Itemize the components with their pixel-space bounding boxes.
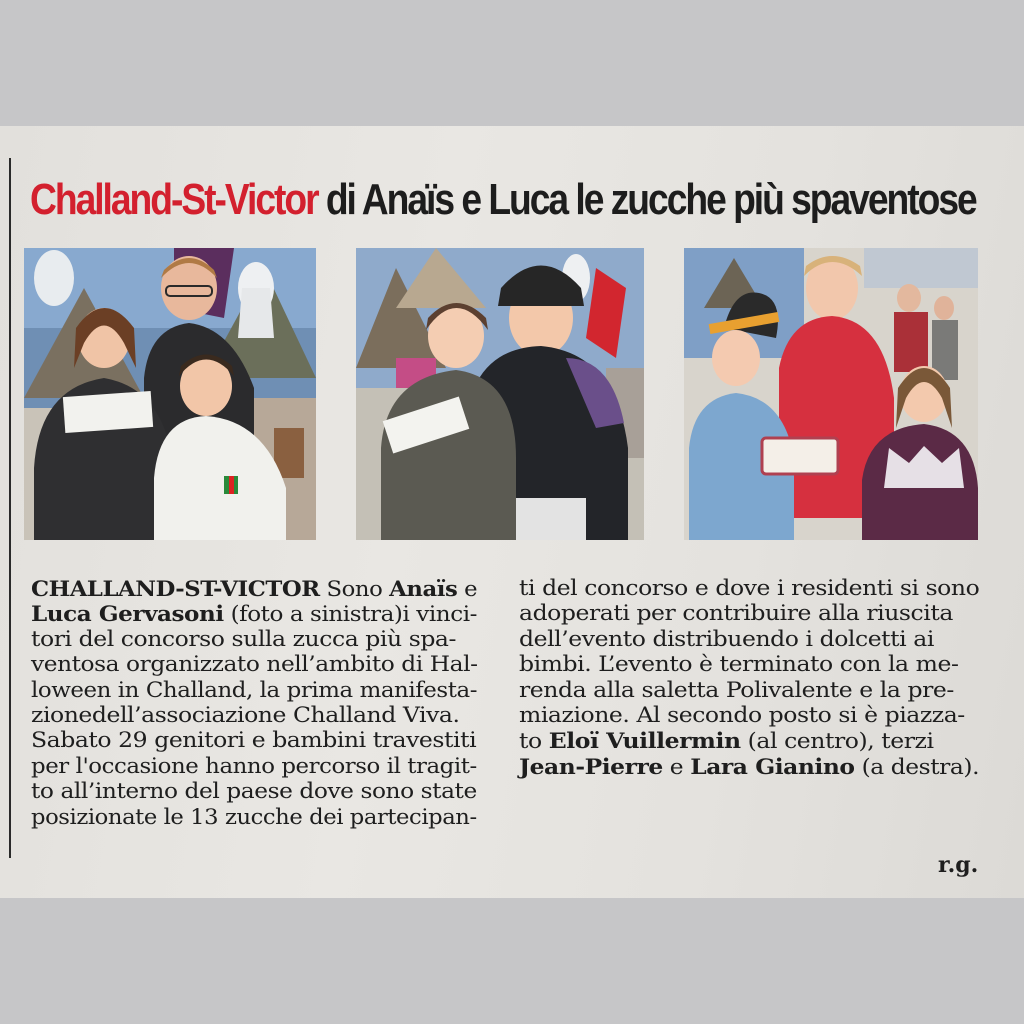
article-column-2: [519, 576, 980, 779]
headline-place: Challand-St-Victor: [30, 175, 318, 224]
text-span: (a destra).: [854, 754, 980, 779]
text-span: e: [457, 577, 478, 601]
author-signature: r.g.: [938, 852, 979, 878]
name-jean-pierre: Jean-Pierre: [519, 753, 663, 779]
photo-left-winners: [24, 248, 316, 540]
name-eloi: Eloï Vuillermin: [548, 728, 741, 754]
text-line: [519, 754, 979, 779]
headline-rest: di Anaïs e Luca le zucche più spaventose: [317, 175, 976, 224]
text-span: Sono: [319, 577, 390, 601]
text-line: loween in Challand, la prima manifesta-: [31, 677, 478, 702]
text-line: to all’interno del paese dove sono state: [31, 779, 477, 804]
photo-center-second-place: [356, 248, 644, 540]
article-column-1: [31, 576, 478, 830]
text-line: zionedell’associazione Challand Viva.: [31, 702, 460, 727]
photo-right-third-place: [684, 248, 978, 540]
name-anais: Anaïs: [389, 576, 458, 601]
text-line: ventosa organizzato nell’ambito di Hal-: [31, 652, 478, 677]
name-lara: Lara Gianino: [690, 753, 855, 779]
text-line: renda alla saletta Polivalente e la pre-: [519, 677, 954, 702]
text-span: e: [662, 754, 691, 779]
text-line: dell’evento distribuendo i dolcetti ai: [519, 626, 934, 651]
name-luca: Luca Gervasoni: [31, 601, 224, 627]
text-line: posizionate le 13 zucche dei partecipan-: [31, 804, 477, 829]
text-line: Sabato 29 genitori e bambini travestiti: [31, 728, 477, 753]
column-rule: [9, 158, 11, 858]
text-span: (al centro), terzi: [740, 729, 934, 754]
text-line: per l'occasione hanno percorso il tragit-: [31, 753, 477, 778]
newspaper-clipping: [0, 126, 1024, 898]
text-span: (foto a sinistra)i vinci-: [223, 602, 477, 627]
text-line: [31, 601, 484, 626]
text-line: tori del concorso sulla zucca più spa-: [31, 626, 457, 651]
text-line: [31, 576, 478, 601]
text-line: bimbi. L’evento è terminato con la me-: [519, 652, 959, 677]
headline: [30, 170, 976, 230]
dateline: CHALLAND-ST-VICTOR: [31, 576, 320, 601]
text-span: to: [519, 729, 549, 754]
text-line: ti del concorso e dove i residenti si sono: [519, 576, 980, 600]
text-line: [519, 728, 982, 753]
text-line: miazione. Al secondo posto si è piazza-: [519, 702, 965, 727]
text-line: adoperati per contribuire alla riuscita: [519, 601, 953, 626]
